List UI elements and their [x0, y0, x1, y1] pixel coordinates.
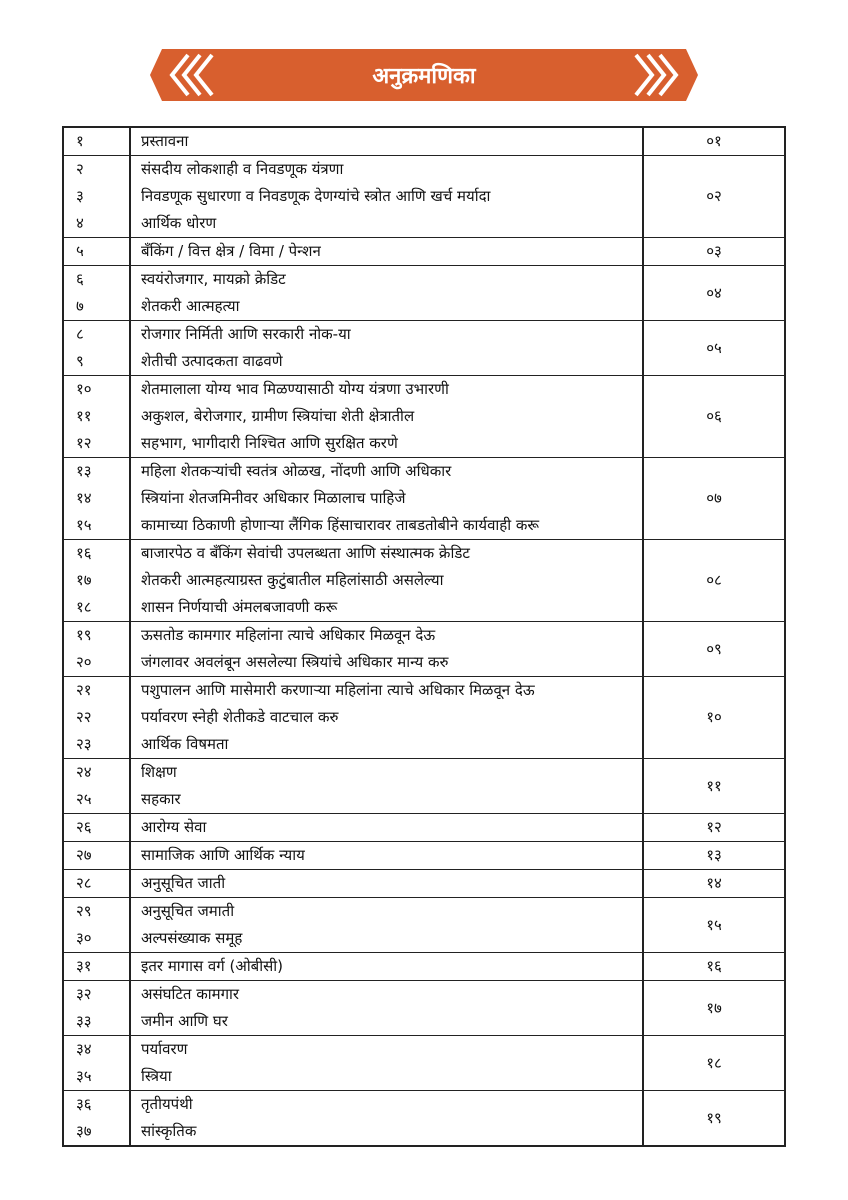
- toc-row: [63, 677, 785, 705]
- entry-title: शिक्षण: [130, 759, 643, 787]
- entry-number: २५: [63, 786, 130, 814]
- toc-row: [63, 953, 785, 981]
- entry-number: ७: [63, 293, 130, 321]
- toc-table: [62, 126, 786, 1147]
- entry-number: १३: [63, 458, 130, 486]
- entry-number: ११: [63, 403, 130, 430]
- entry-number: ३५: [63, 1063, 130, 1091]
- page-number: १९: [643, 1091, 785, 1147]
- entry-title: पर्यावरण: [130, 1036, 643, 1064]
- entry-number: १४: [63, 485, 130, 512]
- entry-number: २: [63, 156, 130, 184]
- entry-number: १०: [63, 376, 130, 404]
- page-number: ०६: [643, 376, 785, 458]
- entry-title: शेतीची उत्पादकता वाढवणे: [130, 348, 643, 376]
- page-number: ०२: [643, 156, 785, 238]
- entry-title: सहकार: [130, 786, 643, 814]
- entry-title: सांस्कृतिक: [130, 1118, 643, 1146]
- entry-title: पशुपालन आणि मासेमारी करणाऱ्या महिलांना त्याचे अधिकार मिळवून देऊ: [130, 677, 643, 705]
- entry-number: १८: [63, 594, 130, 622]
- toc-row: [63, 266, 785, 294]
- entry-number: ३१: [63, 953, 130, 981]
- entry-title: सामाजिक आणि आर्थिक न्याय: [130, 842, 643, 870]
- entry-title: इतर मागास वर्ग (ओबीसी): [130, 953, 643, 981]
- toc-row: [63, 376, 785, 404]
- entry-number: २०: [63, 649, 130, 677]
- page-number: १२: [643, 814, 785, 842]
- entry-number: ३४: [63, 1036, 130, 1064]
- entry-title: महिला शेतकऱ्यांची स्वतंत्र ओळख, नोंदणी आणि अधिकार: [130, 458, 643, 486]
- page-number: ११: [643, 759, 785, 814]
- entry-title: स्त्रिया: [130, 1063, 643, 1091]
- entry-number: २४: [63, 759, 130, 787]
- entry-number: १: [63, 127, 130, 156]
- toc-row: [63, 759, 785, 787]
- toc-row: [63, 981, 785, 1009]
- entry-number: १९: [63, 622, 130, 650]
- toc-row: [63, 842, 785, 870]
- entry-title: संसदीय लोकशाही व निवडणूक यंत्रणा: [130, 156, 643, 184]
- entry-title: आर्थिक विषमता: [130, 731, 643, 759]
- toc-row: [63, 1036, 785, 1064]
- entry-title: स्वयंरोजगार, मायक्रो क्रेडिट: [130, 266, 643, 294]
- toc-row: [63, 321, 785, 349]
- page-number: ०७: [643, 458, 785, 540]
- entry-title: बाजारपेठ व बँकिंग सेवांची उपलब्धता आणि संस्थात्मक क्रेडिट: [130, 540, 643, 568]
- entry-number: ६: [63, 266, 130, 294]
- entry-title: ऊसतोड कामगार महिलांना त्याचे अधिकार मिळवून देऊ: [130, 622, 643, 650]
- entry-title: आरोग्य सेवा: [130, 814, 643, 842]
- entry-number: १७: [63, 567, 130, 594]
- entry-title: स्त्रियांना शेतजमिनीवर अधिकार मिळालाच पाहिजे: [130, 485, 643, 512]
- page-number: ०४: [643, 266, 785, 321]
- page-number: १०: [643, 677, 785, 759]
- entry-title: पर्यावरण स्नेही शेतीकडे वाटचाल करु: [130, 704, 643, 731]
- page-number: १५: [643, 898, 785, 953]
- page-number: ०१: [643, 127, 785, 156]
- entry-number: ३२: [63, 981, 130, 1009]
- entry-number: १५: [63, 512, 130, 540]
- toc-body: [63, 127, 785, 1146]
- page-title: अनुक्रमणिका: [372, 64, 476, 89]
- entry-number: २९: [63, 898, 130, 926]
- entry-title: असंघटित कामगार: [130, 981, 643, 1009]
- entry-number: २६: [63, 814, 130, 842]
- entry-title: रोजगार निर्मिती आणि सरकारी नोक-या: [130, 321, 643, 349]
- toc-row: [63, 238, 785, 266]
- toc-row: [63, 127, 785, 156]
- entry-number: ३६: [63, 1091, 130, 1119]
- page-number: ०५: [643, 321, 785, 376]
- entry-title: शेतमालाला योग्य भाव मिळण्यासाठी योग्य यंत्रणा उभारणी: [130, 376, 643, 404]
- entry-number: ३३: [63, 1008, 130, 1036]
- entry-number: २८: [63, 870, 130, 898]
- entry-number: ५: [63, 238, 130, 266]
- entry-title: जमीन आणि घर: [130, 1008, 643, 1036]
- entry-title: बँकिंग / वित्त क्षेत्र / विमा / पेन्शन: [130, 238, 643, 266]
- entry-number: २३: [63, 731, 130, 759]
- toc-row: [63, 870, 785, 898]
- entry-title: तृतीयपंथी: [130, 1091, 643, 1119]
- entry-title: जंगलावर अवलंबून असलेल्या स्त्रियांचे अधिकार मान्य करु: [130, 649, 643, 677]
- heading-banner: [150, 45, 698, 105]
- entry-title: शेतकरी आत्महत्याग्रस्त कुटुंबातील महिलांसाठी असलेल्या: [130, 567, 643, 594]
- entry-title: अनुसूचित जमाती: [130, 898, 643, 926]
- entry-number: २७: [63, 842, 130, 870]
- entry-title: अनुसूचित जाती: [130, 870, 643, 898]
- entry-number: १६: [63, 540, 130, 568]
- toc-row: [63, 156, 785, 184]
- toc-row: [63, 814, 785, 842]
- entry-number: ३७: [63, 1118, 130, 1146]
- entry-number: ८: [63, 321, 130, 349]
- page-number: १८: [643, 1036, 785, 1091]
- toc-row: [63, 458, 785, 486]
- page-number: १४: [643, 870, 785, 898]
- page-number: ०९: [643, 622, 785, 677]
- entry-title: प्रस्तावना: [130, 127, 643, 156]
- page-number: ०३: [643, 238, 785, 266]
- entry-number: ४: [63, 210, 130, 238]
- page-number: ०८: [643, 540, 785, 622]
- entry-title: निवडणूक सुधारणा व निवडणूक देणग्यांचे स्त्रोत आणि खर्च मर्यादा: [130, 183, 643, 210]
- entry-number: ३: [63, 183, 130, 210]
- entry-number: ९: [63, 348, 130, 376]
- entry-number: २२: [63, 704, 130, 731]
- toc-row: [63, 540, 785, 568]
- entry-number: १२: [63, 430, 130, 458]
- page-number: १३: [643, 842, 785, 870]
- entry-title: सहभाग, भागीदारी निश्चित आणि सुरक्षित करणे: [130, 430, 643, 458]
- entry-title: अकुशल, बेरोजगार, ग्रामीण स्त्रियांचा शेती क्षेत्रातील: [130, 403, 643, 430]
- page-number: १७: [643, 981, 785, 1036]
- entry-title: शेतकरी आत्महत्या: [130, 293, 643, 321]
- entry-title: आर्थिक धोरण: [130, 210, 643, 238]
- page-number: १६: [643, 953, 785, 981]
- toc-row: [63, 898, 785, 926]
- toc-row: [63, 622, 785, 650]
- entry-title: कामाच्या ठिकाणी होणाऱ्या लैंगिक हिंसाचारावर ताबडतोबीने कार्यवाही करू: [130, 512, 643, 540]
- entry-number: ३०: [63, 925, 130, 953]
- entry-title: अल्पसंख्याक समूह: [130, 925, 643, 953]
- entry-number: २१: [63, 677, 130, 705]
- entry-title: शासन निर्णयाची अंमलबजावणी करू: [130, 594, 643, 622]
- toc-row: [63, 1091, 785, 1119]
